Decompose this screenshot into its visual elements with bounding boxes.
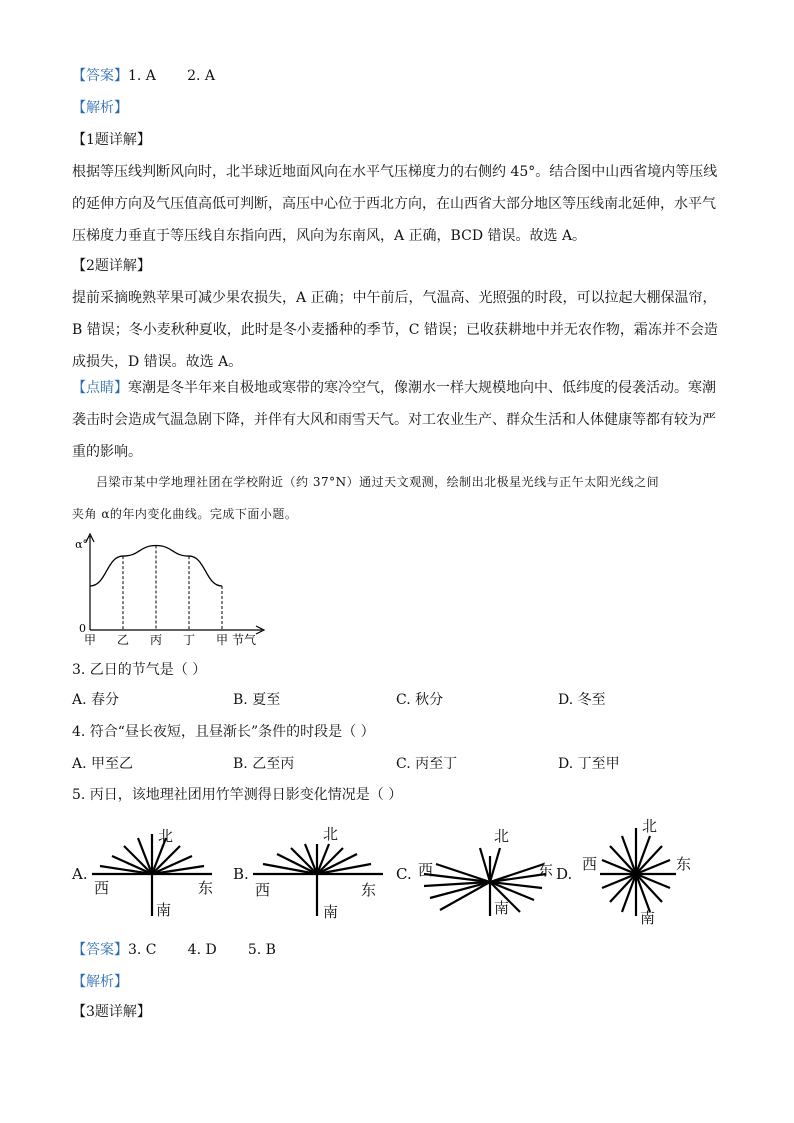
q1-line: 压梯度力垂直于等压线自东指向西，风向为东南风，A 正确，BCD 错误。故选 A。: [72, 228, 587, 244]
option-letter: C.: [396, 865, 412, 883]
west-label: 西: [418, 861, 434, 879]
q2-line: 提前采摘晚熟苹果可减少果农损失，A 正确；中午前后，气温高、光照强的时段，可以拉起大棚保温帘，: [72, 290, 717, 306]
q2-line: B 错误；冬小麦秋种夏收，此时是冬小麦播种的季节，C 错误；已收获耕地中并无农作物，霜冻并不会造: [72, 322, 718, 338]
tip-line: 重的影响。: [72, 444, 142, 460]
q2-detail-header: 【2题详解】: [72, 258, 151, 274]
intro-line: 吕梁市某中学地理社团在学校附近（约 37°N）通过天文观测，绘制出北极星光线与正午太阳光线之间: [96, 475, 660, 489]
answer-text: 3. C 4. D 5. B: [128, 942, 276, 958]
north-label: 北: [494, 827, 510, 845]
q3-option-a[interactable]: A. 春分: [72, 692, 120, 708]
analysis-label-text: 解析: [86, 100, 114, 116]
q3-option-c[interactable]: C. 秋分: [396, 692, 444, 708]
west-label: 西: [94, 879, 110, 897]
tip-line: 寒潮是冬半年来自极地或寒带的寒冷空气，像潮水一样大规模地向中、低纬度的侵袭活动。寒潮: [128, 380, 716, 396]
q3-option-b[interactable]: B. 夏至: [233, 692, 281, 708]
q4-option-c[interactable]: C. 丙至丁: [396, 756, 458, 772]
q5-option-b-figure[interactable]: [233, 812, 383, 922]
south-label: 南: [640, 909, 656, 927]
question-intro: [72, 466, 722, 530]
west-label: 西: [582, 855, 598, 873]
x-tick-label: 丁: [182, 633, 196, 647]
east-label: 东: [538, 861, 554, 879]
q2-explanation: [72, 282, 724, 378]
x-tick-label: 甲: [215, 633, 229, 647]
q3-option-d[interactable]: D. 冬至: [558, 692, 606, 708]
north-label: 北: [158, 827, 174, 845]
east-label: 东: [361, 881, 377, 899]
q5-stem: 5. 丙日，该地理社团用竹竿测得日影变化情况是（ ）: [72, 787, 403, 803]
q4-option-a[interactable]: A. 甲至乙: [72, 756, 134, 772]
q1-line: 根据等压线判断风向时，北半球近地面风向在水平气压梯度力的右侧约 45°。结合图中山西省境内等压线: [72, 164, 718, 180]
q2-line: 成损失，D 错误。故选 A。: [72, 354, 243, 370]
x-axis-label: 节气: [231, 633, 257, 647]
north-label: 北: [323, 825, 339, 843]
east-label: 东: [676, 855, 692, 873]
q4-stem: 4. 符合“昼长夜短，且昼渐长”条件的时段是（ ）: [72, 724, 375, 740]
q3-stem: 3. 乙日的节气是（ ）: [72, 662, 207, 678]
option-letter: A.: [72, 865, 88, 883]
q1-line: 的延伸方向及气压值高低可判断，高压中心位于西北方向，在山西省大部分地区等压线南北延伸，水平气: [72, 196, 716, 212]
analysis-label-text: 解析: [86, 974, 114, 990]
east-label: 东: [198, 879, 214, 897]
south-label: 南: [323, 903, 339, 921]
north-label: 北: [642, 817, 658, 835]
q5-option-a-figure[interactable]: [72, 812, 222, 922]
answer-text: 1. A 2. A: [128, 68, 215, 84]
answer-line-1: [72, 66, 215, 86]
x-tick-label: 乙: [116, 633, 130, 647]
option-letter: D.: [556, 865, 573, 883]
answer-tag: 【答案】: [72, 942, 128, 958]
tip-tag: 【点睛】: [72, 380, 128, 396]
answer-tag: 【答案】: [72, 68, 128, 84]
alpha-annual-curve-chart: [60, 530, 280, 652]
x-tick-label: 丙: [149, 633, 163, 647]
x-tick-label: 甲: [83, 633, 97, 647]
origin-label: 0: [79, 622, 86, 635]
answer-line-2: [72, 940, 276, 960]
q5-option-c-figure[interactable]: [396, 812, 554, 922]
tip-line: 袭击时会造成气温急剧下降，并伴有大风和雨雪天气。对工农业生产、群众生活和人体健康等都有较为严: [72, 412, 716, 428]
tip-block: [72, 372, 724, 468]
q4-option-d[interactable]: D. 丁至甲: [558, 756, 620, 772]
q3-detail-header: 【3题详解】: [72, 1004, 151, 1020]
intro-line: 夹角 α的年内变化曲线。完成下面小题。: [72, 507, 298, 521]
south-label: 南: [494, 899, 510, 917]
option-letter: B.: [233, 865, 249, 883]
q1-explanation: [72, 156, 724, 252]
q1-detail-header: 【1题详解】: [72, 132, 151, 148]
analysis-label-2: 【解析】: [72, 974, 128, 990]
south-label: 南: [156, 901, 172, 919]
west-label: 西: [255, 881, 271, 899]
q5-option-d-figure[interactable]: [556, 812, 706, 927]
y-axis-label: α°: [75, 538, 88, 551]
shadow-diagram-b: [233, 812, 383, 922]
shadow-diagram-a: [72, 812, 222, 922]
analysis-label: 【解析】: [72, 100, 128, 116]
q4-option-b[interactable]: B. 乙至丙: [233, 756, 295, 772]
